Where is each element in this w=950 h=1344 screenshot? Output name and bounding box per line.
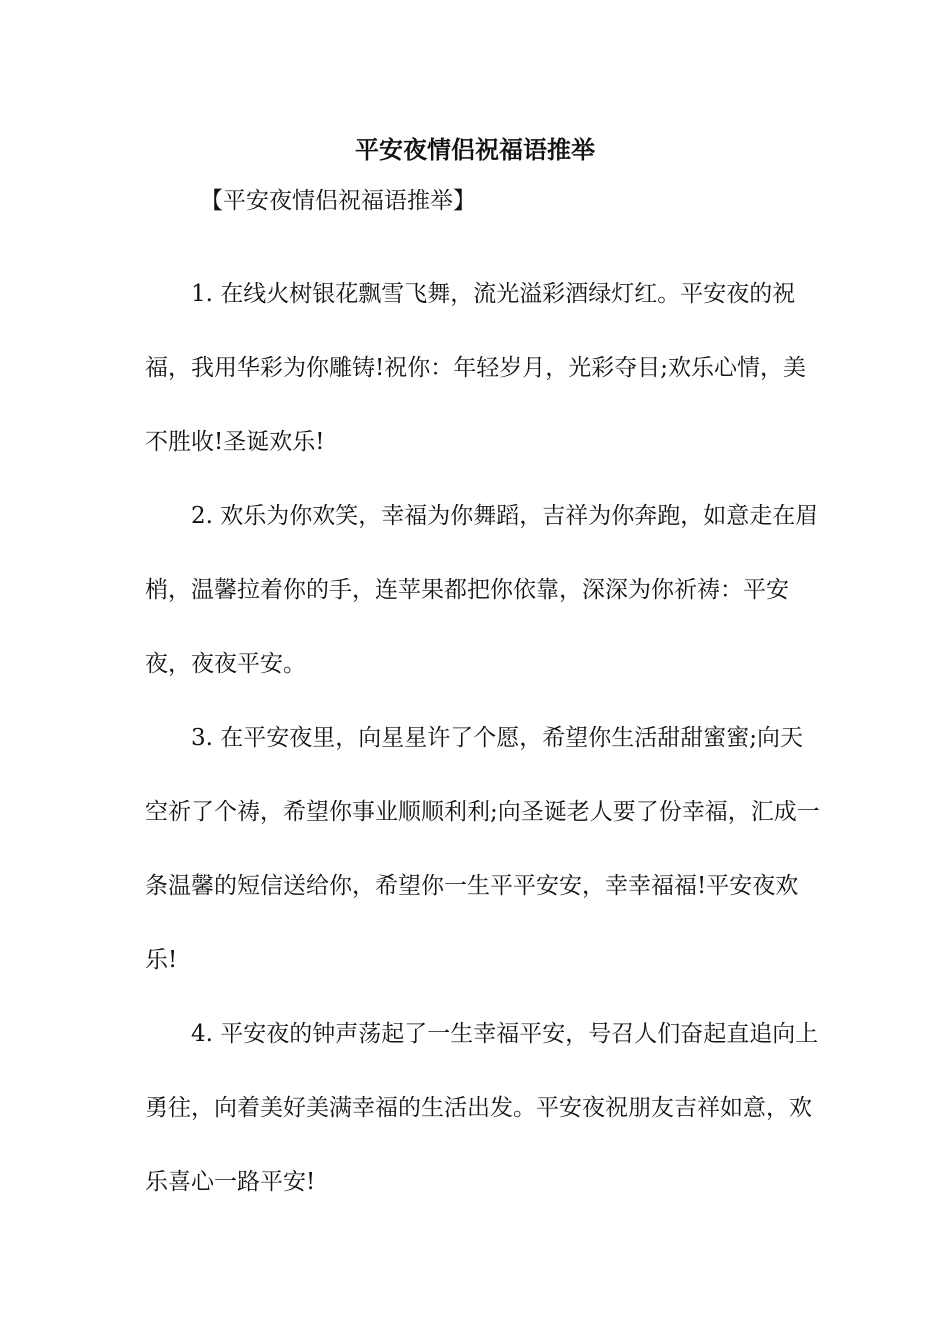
document-subtitle: 【平安夜情侣祝福语推举】: [200, 188, 476, 214]
document-title: 平安夜情侣祝福语推举: [355, 135, 595, 164]
paragraph-1: 1. 在线火树银花飘雪飞舞，流光溢彩酒绿灯红。平安夜的祝福，我用华彩为你雕铸!祝你：年轻岁月，光彩夺目;欢乐心情，美不胜收!圣诞欢乐!: [145, 281, 806, 455]
paragraph-2: 2. 欢乐为你欢笑，幸福为你舞蹈，吉祥为你奔跑，如意走在眉梢，温馨拉着你的手，连苹果都把你依靠，深深为你祈祷：平安夜，夜夜平安。: [145, 503, 819, 677]
paragraph-4: 4. 平安夜的钟声荡起了一生幸福平安，号召人们奋起直追向上勇往，向着美好美满幸福的生活出发。平安夜祝朋友吉祥如意，欢乐喜心一路平安!: [145, 1021, 819, 1195]
document-body: [145, 257, 825, 1219]
paragraph-3: 3. 在平安夜里，向星星许了个愿，希望你生活甜甜蜜蜜;向天空祈了个祷，希望你事业顺顺利利;向圣诞老人要了份幸福，汇成一条温馨的短信送给你，希望你一生平平安安，幸幸福福!平安夜欢乐!: [145, 725, 820, 973]
